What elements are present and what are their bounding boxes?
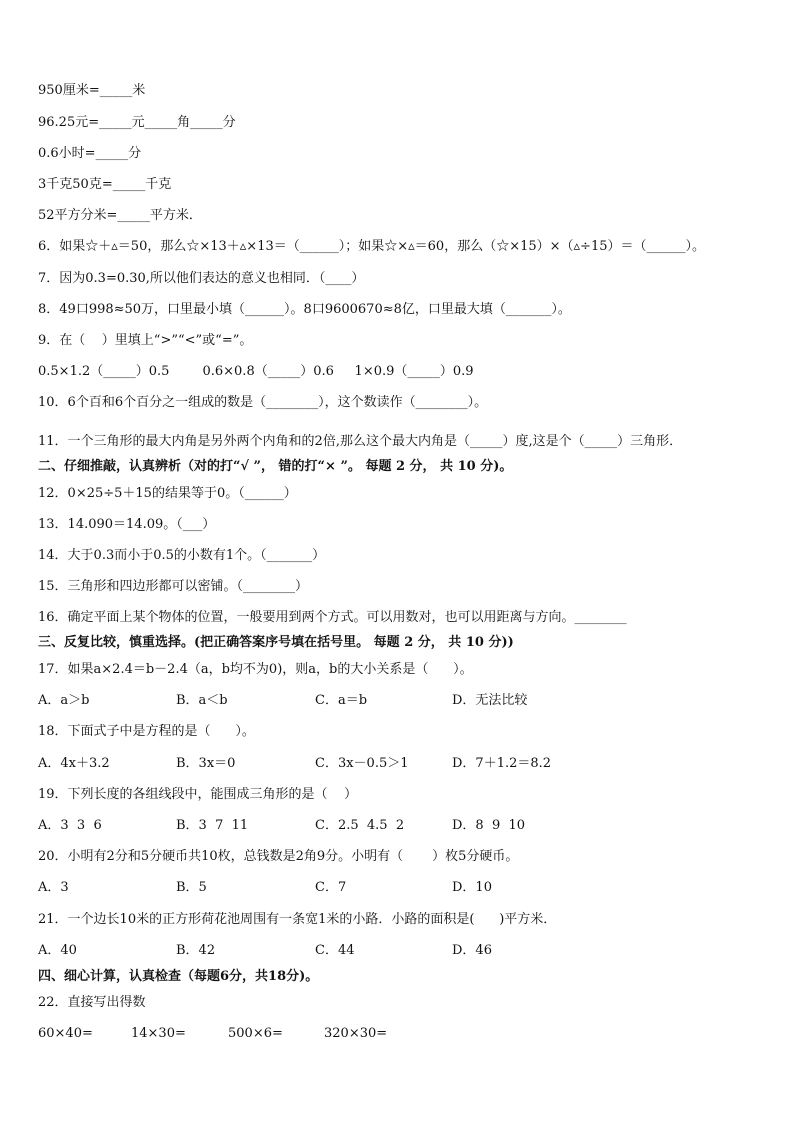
option-d: D．无法比较	[452, 693, 528, 708]
question-18-options	[38, 755, 774, 773]
option-b: B．3x＝0	[176, 756, 236, 771]
option-a: A．4x＋3.2	[38, 756, 110, 771]
question-7: 7．因为0.3=0.30,所以他们表达的意义也相同．（____）	[38, 271, 365, 286]
fill-line-4: 3千克50克=_____千克	[38, 177, 172, 192]
fill-line-3: 0.6小时=_____分	[38, 146, 142, 161]
question-16: 16．确定平面上某个物体的位置，一般要用到两个方式。可以用数对，也可以用距离与方向。________	[38, 610, 627, 625]
calc-item: 14×30=	[131, 1026, 186, 1041]
fill-line-2: 96.25元=_____元_____角_____分	[38, 115, 236, 130]
question-19-options	[38, 817, 774, 835]
question-20-options	[38, 879, 774, 897]
question-17: 17．如果a×2.4＝b－2.4（a，b均不为0)，则a，b的大小关系是（ ）。	[38, 662, 473, 677]
option-c: C．a＝b	[315, 693, 368, 708]
option-c: C．2.5 4.5 2	[315, 818, 405, 833]
fill-line-1: 950厘米=_____米	[38, 83, 146, 98]
question-13: 13．14.090＝14.09。（___）	[38, 517, 216, 532]
question-8: 8．49口998≈50万，口里最小填（______）。8口9600670≈8亿，口里最大填（_______）。	[38, 302, 571, 317]
calc-item: 60×40=	[38, 1026, 93, 1041]
option-a: A．3	[38, 880, 69, 895]
option-c: C．3x－0.5＞1	[315, 756, 409, 771]
question-11: 11．一个三角形的最大内角是另外两个内角和的2倍,那么这个最大内角是（_____）度,这是个（_____）三角形．	[38, 434, 683, 449]
question-19: 19．下列长度的各组线段中，能围成三角形的是（ ）	[38, 787, 358, 802]
question-18: 18．下面式子中是方程的是（ ）。	[38, 724, 255, 739]
question-14: 14．大于0.3而小于0.5的小数有1个。（_______）	[38, 548, 326, 563]
calc-row	[38, 1025, 774, 1043]
section-2-heading: 二、仔细推敲，认真辨析（对的打“√ ”， 错的打“× ”。 每题 2 分， 共 10 分)。	[38, 459, 513, 474]
fill-line-5: 52平方分米=_____平方米．	[38, 208, 202, 223]
question-9: 9．在（ ）里填上“>”“<”或“=”。	[38, 333, 253, 348]
option-a: A．3 3 6	[38, 818, 102, 833]
question-21: 21．一个边长10米的正方形荷花池周围有一条宽1米的小路．小路的面积是( )平方米．	[38, 912, 557, 927]
option-b: B．a＜b	[176, 693, 228, 708]
option-b: B．3 7 11	[176, 818, 249, 833]
option-d: D．46	[452, 943, 492, 958]
section-3-heading: 三、反复比较，慎重选择。(把正确答案序号填在括号里。 每题 2 分， 共 10 分))	[38, 635, 514, 650]
option-a: A．a＞b	[38, 693, 90, 708]
option-d: D．10	[452, 880, 492, 895]
option-d: D．8 9 10	[452, 818, 526, 833]
question-21-options	[38, 942, 774, 960]
option-c: C．44	[315, 943, 355, 958]
question-17-options	[38, 692, 774, 710]
question-20: 20．小明有2分和5分硬币共10枚，总钱数是2角9分。小明有（ ）枚5分硬币。	[38, 849, 519, 864]
option-c: C．7	[315, 880, 347, 895]
question-12: 12．0×25÷5＋15的结果等于0。（______）	[38, 486, 297, 501]
calc-item: 500×6=	[228, 1026, 283, 1041]
question-6: 6．如果☆＋▵＝50，那么☆×13＋▵×13＝（______）；如果☆×▵＝60，那么（☆×15）×（▵÷15）＝（______）。	[38, 239, 705, 254]
calc-item: 320×30=	[324, 1026, 388, 1041]
question-10: 10．6个百和6个百分之一组成的数是（________），这个数读作（________）。	[38, 395, 488, 410]
question-9-items: 0.5×1.2（_____）0.5 0.6×0.8（_____）0.6 1×0.9（_____）0.9	[38, 364, 474, 379]
option-a: A．40	[38, 943, 77, 958]
option-b: B．42	[176, 943, 216, 958]
question-15: 15．三角形和四边形都可以密铺。（________）	[38, 579, 309, 594]
section-4-heading: 四、细心计算，认真检查（每题6分，共18分)。	[38, 969, 319, 984]
option-d: D．7＋1.2＝8.2	[452, 756, 552, 771]
option-b: B．5	[176, 880, 207, 895]
question-22: 22．直接写出得数	[38, 995, 146, 1010]
